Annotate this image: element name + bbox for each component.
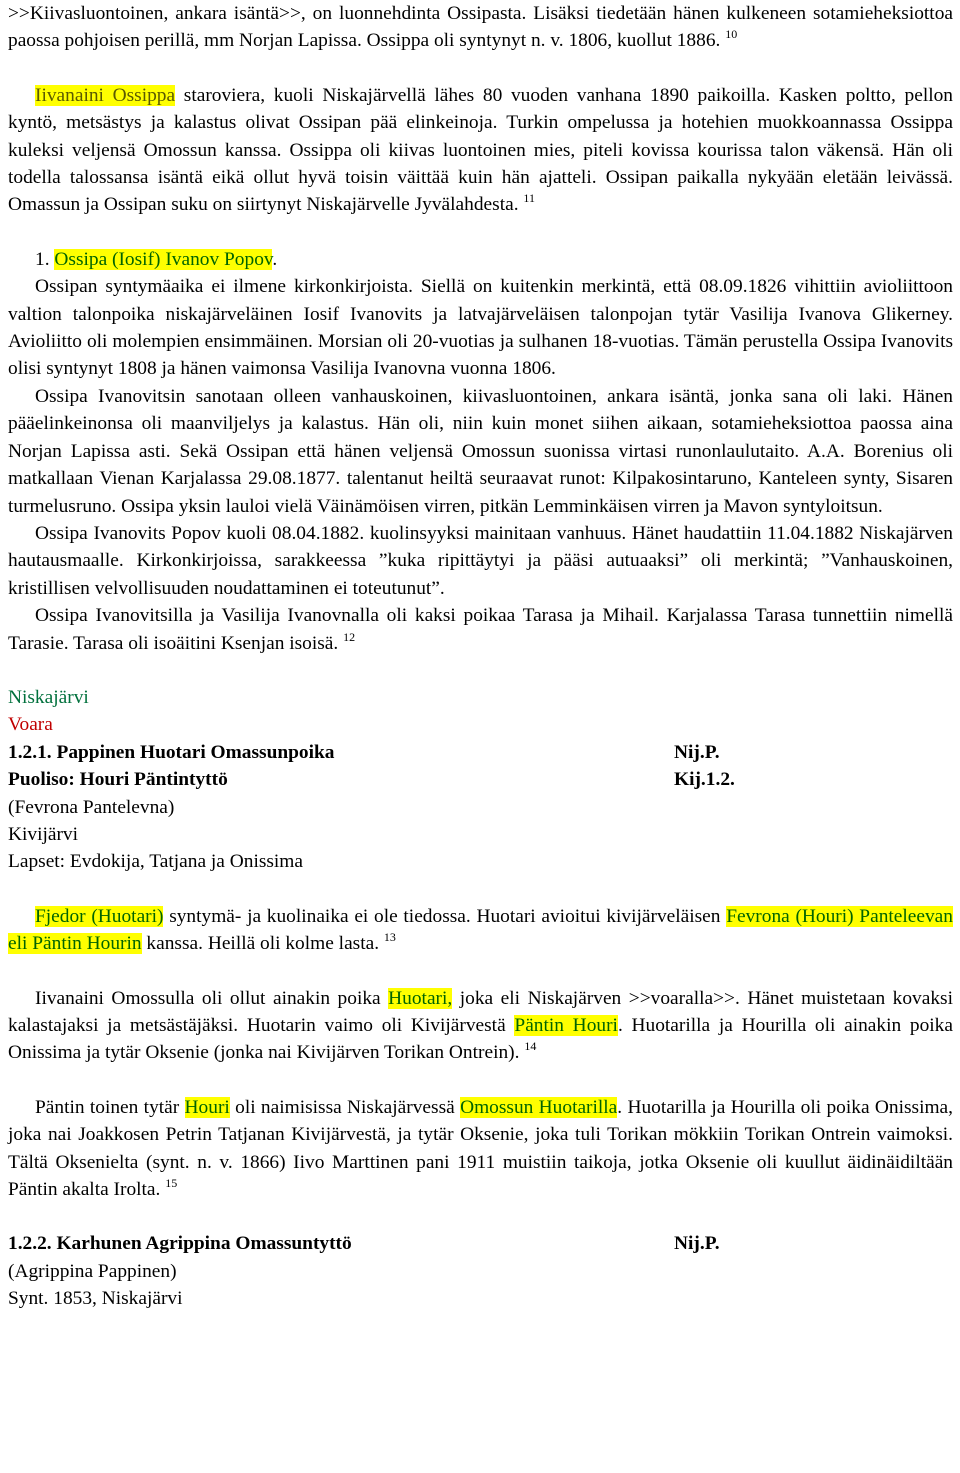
ossipa-heading-dot: . — [272, 248, 278, 270]
intro-line-1: >>Kiivasluontoinen, ankara isäntä>>, on luonnehdinta Ossipasta. Lisäksi tiedetään hänen — [8, 3, 720, 24]
houri-text-3: . Huotarilla ja Hourilla oli poika Onissima, joka nai Joakkosen Petrin Tatjanan Kivijärvestä, ja tytär Oksenie, joka tuli Torikan mökkiin Torikan Ontrein vaimoksi. Tältä Oksenielta (synt. n. v. 1866) Iivo Marttinen pani 1911 muistiin taikoja, jotka Oksenie oli kuullut äidinäidiltään Päntin akalta Irolta. — [8, 1096, 953, 1201]
entry-122-alias: (Agrippina Pappinen) — [8, 1260, 177, 1282]
entry-121-spouse: Puoliso: Houri Päntintyttö — [8, 769, 228, 791]
iivanaini-text: staroviera, kuoli Niskajärvellä lähes 80 vuoden vanhana 1890 paikoilla. Kasken poltto, pellon kyntö, metsästys ja kalastus olivat Ossipan pää elinkeinoja. Turkin ompelussa ja hotehien muokkoannassa Ossippa kuleksi veljensä Omossun kanssa. Ossippa oli kiivas luontoinen mies, piteli kovissa kourissa talon väkensä. Hän oli todella talossansa isäntä eikä ollut hyvä toisin väittää kuin hän ajatteli. Ossipan paikalla nykyään eletään leivässä. Omassun ja Ossipan suku on siirtynyt Niskajärvelle Jyvälahdesta. — [8, 84, 953, 216]
location-voara: Voara — [8, 714, 53, 736]
footnote-ref-15: 15 — [165, 1176, 178, 1191]
entry-121-spouse-code: Kij.1.2. — [674, 769, 735, 791]
ossipa-paragraph-2: Ossipa Ivanovitsin sanotaan olleen vanhauskoinen, kiivasluontoinen, ankara isäntä, jonka sana oli laki. Hänen pääelinkeinonsa oli maanviljelys ja kalastus. Hän oli, niin kuin monet siihen aikaan, sotamieheksiottoa paossa aina Norjan Lapissa asti. Sekä Ossipan että hänen veljensä Omossun suonissa virtasi runonlaulutaito. A.A. Borenius oli matkallaan Vienan Karjalassa 29.08.1877. talentanut heiltä seuraavat runot: Kilpakosintaruno, Kanteleen synty, Sisaren turmelusruno. Ossipa yksin lauloi vielä Väinämöisen virren, pitkän Lemminkäisen virren ja Mavon syntyloitsun. — [8, 385, 953, 517]
location-niskajarvi: Niskajärvi — [8, 686, 89, 708]
highlight-name-pantin-houri: Päntin Houri — [514, 1015, 618, 1036]
huotari-text-1: Iivanaini Omossulla oli ollut ainakin poika — [35, 987, 389, 1009]
ossipa-number: 1. — [35, 248, 55, 270]
entry-121-title: 1.2.1. Pappinen Huotari Omassunpoika — [8, 741, 335, 763]
entry-122-title-row — [8, 1230, 953, 1257]
ossipa-paragraph-1: Ossipan syntymäaika ei ilmene kirkonkirjoista. Siellä on kuitenkin merkintä, että 08.09.1826 vihittiin avioliittoon valtion talonpoika niskajärveläinen Iosif Ivanovits ja latvajärveläisen talonpojan tytär Vasilija Ivanova Glikerney. Avioliitto oli molempien ensimmäinen. Morsian oli 20-vuotias ja sulhanen 18-vuotias. Tämän perustella Ossipa Ivanovits olisi syntynyt 1808 ja hänen vaimonsa Vasilija Ivanovna vuonna 1806. — [8, 276, 953, 380]
huotari-text-2: joka eli Niskajärven >>voarallа>>. Hänet muistetaan kovaksi kalastajaksi ja metsästäjäksi. Huotarin vaimo oli Kivijärvestä — [8, 987, 953, 1036]
ossipa-paragraph-4-text: Ossipa Ivanovitsilla ja Vasilija Ivanovnalla oli kaksi poikaa Tarasa ja Mihail. Karjalassa Tarasa tunnettiin nimellä Tarasie. Tarasa oli isoäitini Ksenjan isoisä. — [8, 605, 953, 654]
footnote-ref-13: 13 — [383, 930, 396, 945]
entry-121-spouse-row — [8, 766, 953, 793]
iivanaini-paragraph — [8, 82, 953, 219]
footnote-ref-14: 14 — [524, 1039, 537, 1054]
entry-121-children: Lapset: Evdokija, Tatjana ja Onissima — [8, 851, 303, 873]
ossipa-paragraph-4 — [8, 602, 953, 657]
footnote-ref-11: 11 — [523, 191, 535, 206]
entry-121-title-row — [8, 739, 953, 766]
highlight-name-iivanaini-ossippa: Iivanaini Ossippa — [35, 84, 176, 106]
fjedor-paragraph — [8, 903, 953, 958]
highlight-name-houri: Houri — [184, 1096, 230, 1118]
highlight-name-omossun-huotarilla: Omossun Huotarilla — [460, 1096, 618, 1118]
fjedor-text-2: kanssa. Heillä oli kolme lasta. — [141, 933, 380, 955]
huotari-paragraph — [8, 985, 953, 1067]
houri-text-1: Päntin toinen tytär — [35, 1096, 185, 1118]
footnote-ref-12: 12 — [343, 629, 356, 644]
highlight-name-fjedor: Fjedor (Huotari) — [35, 905, 164, 927]
highlight-name-fevrona: Fevrona (Houri) Panteleevan eli Päntin Hourin — [8, 905, 953, 955]
intro-line-2: kulkeneen sotamieheksiottoa paossa pohjoisen perillä, mm Norjan Lapissa. Ossippa oli syntynyt n. — [8, 3, 954, 52]
entry-122-title: 1.2.2. Karhunen Agrippina Omassuntyttö — [8, 1233, 352, 1255]
houri-paragraph — [8, 1094, 953, 1204]
highlight-name-ossipa: Ossipa (Iosif) Ivanov Popov — [54, 248, 273, 270]
ossipa-paragraph-3: Ossipa Ivanovits Popov kuoli 08.04.1882. kuolinsyyksi mainitaan vanhuus. Hänet haudattiin 11.04.1882 Niskajärven hautausmaalle. Kirkonkirjoissa, sarakkeessa ”kuka ripittäytyi ja pääsi autuaaksi” oli merkintä; ”Vanhauskoinen, kristillisen velvollisuuden noudattaminen ei toteutunut”. — [8, 522, 953, 599]
entry-121-alias: (Fevrona Pantelevna) — [8, 796, 175, 818]
footnote-ref-10: 10 — [725, 27, 738, 42]
intro-line-3: v. 1806, kuollut 1886. — [550, 30, 721, 52]
intro-paragraph — [8, 0, 953, 55]
fjedor-text-1: syntymä- ja kuolinaika ei ole tiedossa. Huotari avioitui kivijärveläisen — [163, 905, 727, 927]
entry-121-place: Kivijärvi — [8, 823, 79, 845]
huotari-text-3: . Huotarilla ja Hourilla oli ainakin poika Onissima ja tytär Oksenie (jonka nai Kivijärven Torikan Ontrein). — [8, 1015, 953, 1064]
entry-122-code: Nij.P. — [674, 1233, 720, 1255]
entry-121-code: Nij.P. — [674, 741, 720, 763]
ossipa-heading — [8, 246, 953, 273]
houri-text-2: oli naimisissa Niskajärvessä — [229, 1096, 461, 1118]
entry-122-born: Synt. 1853, Niskajärvi — [8, 1288, 183, 1310]
highlight-name-huotari: Huotari, — [388, 987, 453, 1009]
